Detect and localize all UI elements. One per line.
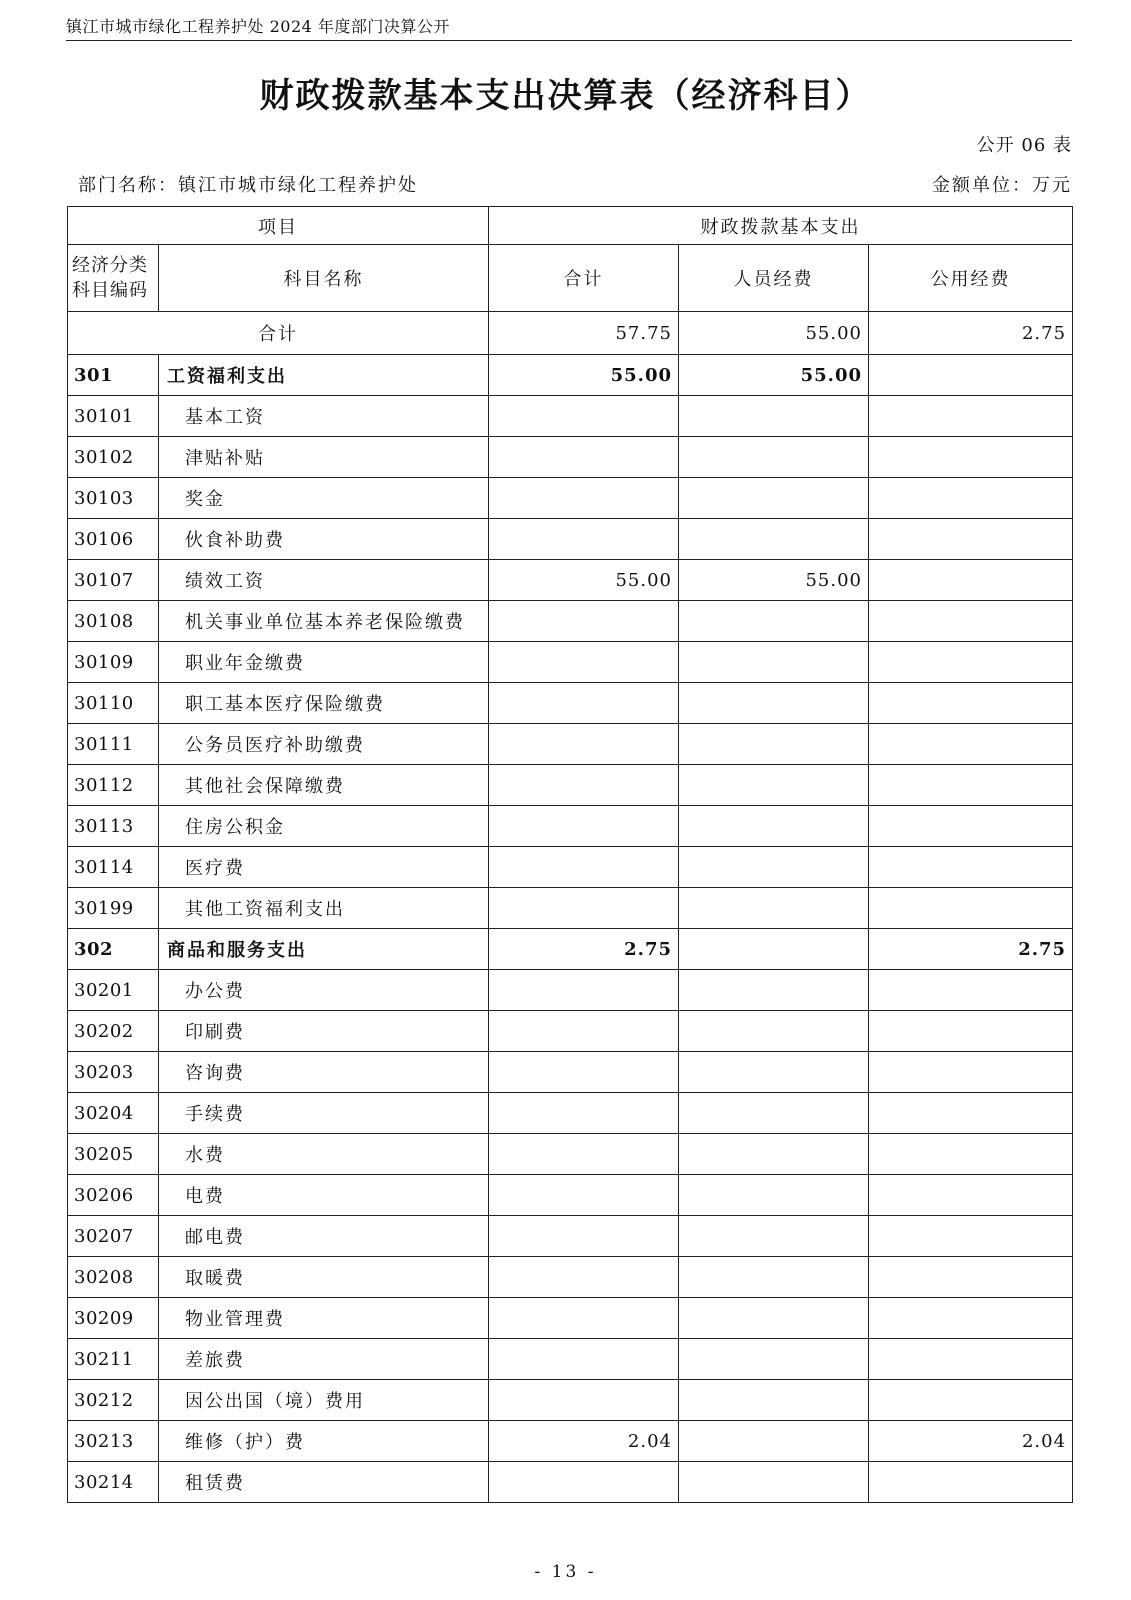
cell-personnel bbox=[679, 1462, 869, 1503]
table-row bbox=[68, 970, 1073, 1011]
cell-code: 30108 bbox=[68, 601, 159, 642]
cell-name: 租赁费 bbox=[159, 1462, 489, 1503]
total-label: 合计 bbox=[68, 312, 489, 355]
table-header-row bbox=[68, 207, 1073, 245]
cell-public bbox=[869, 1216, 1073, 1257]
cell-personnel bbox=[679, 1134, 869, 1175]
cell-personnel bbox=[679, 478, 869, 519]
table-row bbox=[68, 396, 1073, 437]
page-number: - 13 - bbox=[534, 1562, 597, 1582]
table-row bbox=[68, 1380, 1073, 1421]
cell-name: 职业年金缴费 bbox=[159, 642, 489, 683]
cell-personnel bbox=[679, 929, 869, 970]
cell-personnel bbox=[679, 724, 869, 765]
form-number: 公开 06 表 bbox=[976, 135, 1072, 156]
amount-unit: 金额单位：万元 bbox=[932, 175, 1072, 196]
cell-public bbox=[869, 1011, 1073, 1052]
cell-public bbox=[869, 601, 1073, 642]
cell-code: 30201 bbox=[68, 970, 159, 1011]
cell-public: 2.04 bbox=[869, 1421, 1073, 1462]
cell-personnel bbox=[679, 888, 869, 929]
table-row bbox=[68, 806, 1073, 847]
cell-name: 津贴补贴 bbox=[159, 437, 489, 478]
cell-total bbox=[489, 724, 679, 765]
cell-total bbox=[489, 1175, 679, 1216]
cell-code: 301 bbox=[68, 355, 159, 396]
running-header: 镇江市城市绿化工程养护处 2024 年度部门决算公开 bbox=[66, 17, 450, 36]
cell-public bbox=[869, 765, 1073, 806]
cell-personnel bbox=[679, 1052, 869, 1093]
table-row bbox=[68, 724, 1073, 765]
header-personnel: 人员经费 bbox=[679, 245, 869, 312]
cell-public bbox=[869, 1052, 1073, 1093]
table-subheader-row bbox=[68, 245, 1073, 312]
table-row bbox=[68, 1052, 1073, 1093]
cell-personnel: 55.00 bbox=[679, 355, 869, 396]
cell-name: 因公出国（境）费用 bbox=[159, 1380, 489, 1421]
cell-personnel bbox=[679, 1093, 869, 1134]
cell-total: 55.00 bbox=[489, 560, 679, 601]
cell-public bbox=[869, 1134, 1073, 1175]
cell-code: 30101 bbox=[68, 396, 159, 437]
cell-name: 取暖费 bbox=[159, 1257, 489, 1298]
cell-name: 水费 bbox=[159, 1134, 489, 1175]
cell-public bbox=[869, 847, 1073, 888]
cell-name: 差旅费 bbox=[159, 1339, 489, 1380]
table-row bbox=[68, 1421, 1073, 1462]
department-name: 部门名称：镇江市城市绿化工程养护处 bbox=[78, 175, 418, 196]
cell-code: 30207 bbox=[68, 1216, 159, 1257]
cell-total bbox=[489, 1134, 679, 1175]
cell-name: 邮电费 bbox=[159, 1216, 489, 1257]
cell-code: 30206 bbox=[68, 1175, 159, 1216]
cell-code: 30112 bbox=[68, 765, 159, 806]
cell-code: 30109 bbox=[68, 642, 159, 683]
header-group: 财政拨款基本支出 bbox=[489, 207, 1073, 245]
cell-public bbox=[869, 1298, 1073, 1339]
cell-total bbox=[489, 847, 679, 888]
cell-total bbox=[489, 437, 679, 478]
cell-public bbox=[869, 437, 1073, 478]
cell-personnel bbox=[679, 519, 869, 560]
cell-personnel bbox=[679, 1257, 869, 1298]
cell-name: 维修（护）费 bbox=[159, 1421, 489, 1462]
cell-total: 2.75 bbox=[489, 929, 679, 970]
cell-name: 物业管理费 bbox=[159, 1298, 489, 1339]
cell-total bbox=[489, 765, 679, 806]
total-personnel: 55.00 bbox=[679, 312, 869, 355]
table-row bbox=[68, 929, 1073, 970]
table-row bbox=[68, 1257, 1073, 1298]
cell-total bbox=[489, 1339, 679, 1380]
table-row bbox=[68, 437, 1073, 478]
cell-total bbox=[489, 642, 679, 683]
cell-name: 办公费 bbox=[159, 970, 489, 1011]
cell-code: 30114 bbox=[68, 847, 159, 888]
cell-public bbox=[869, 355, 1073, 396]
table-row bbox=[68, 519, 1073, 560]
table-row bbox=[68, 642, 1073, 683]
cell-public bbox=[869, 1380, 1073, 1421]
cell-public bbox=[869, 806, 1073, 847]
cell-total bbox=[489, 478, 679, 519]
cell-total bbox=[489, 1093, 679, 1134]
table-row bbox=[68, 1011, 1073, 1052]
cell-public bbox=[869, 888, 1073, 929]
cell-code: 30113 bbox=[68, 806, 159, 847]
cell-total bbox=[489, 1380, 679, 1421]
cell-public bbox=[869, 724, 1073, 765]
cell-personnel bbox=[679, 1339, 869, 1380]
cell-personnel bbox=[679, 437, 869, 478]
table-row bbox=[68, 1298, 1073, 1339]
cell-name: 印刷费 bbox=[159, 1011, 489, 1052]
cell-public bbox=[869, 478, 1073, 519]
cell-name: 机关事业单位基本养老保险缴费 bbox=[159, 601, 489, 642]
cell-code: 30209 bbox=[68, 1298, 159, 1339]
cell-personnel bbox=[679, 1011, 869, 1052]
cell-name: 其他社会保障缴费 bbox=[159, 765, 489, 806]
cell-public bbox=[869, 396, 1073, 437]
table-row bbox=[68, 847, 1073, 888]
cell-personnel bbox=[679, 1175, 869, 1216]
cell-personnel bbox=[679, 642, 869, 683]
cell-total bbox=[489, 970, 679, 1011]
header-public: 公用经费 bbox=[869, 245, 1073, 312]
cell-personnel bbox=[679, 970, 869, 1011]
cell-total bbox=[489, 888, 679, 929]
cell-total bbox=[489, 1052, 679, 1093]
cell-personnel bbox=[679, 601, 869, 642]
cell-name: 奖金 bbox=[159, 478, 489, 519]
cell-name: 公务员医疗补助缴费 bbox=[159, 724, 489, 765]
cell-name: 电费 bbox=[159, 1175, 489, 1216]
cell-name: 住房公积金 bbox=[159, 806, 489, 847]
cell-public bbox=[869, 1093, 1073, 1134]
cell-name: 绩效工资 bbox=[159, 560, 489, 601]
cell-name: 商品和服务支出 bbox=[159, 929, 489, 970]
cell-public bbox=[869, 560, 1073, 601]
table-row bbox=[68, 888, 1073, 929]
table-row bbox=[68, 765, 1073, 806]
cell-name: 伙食补助费 bbox=[159, 519, 489, 560]
cell-personnel bbox=[679, 806, 869, 847]
table-row bbox=[68, 355, 1073, 396]
cell-code: 30208 bbox=[68, 1257, 159, 1298]
cell-public bbox=[869, 970, 1073, 1011]
page-title: 财政拨款基本支出决算表（经济科目） bbox=[259, 76, 872, 116]
table-row bbox=[68, 601, 1073, 642]
cell-total bbox=[489, 806, 679, 847]
cell-total bbox=[489, 396, 679, 437]
cell-code: 30212 bbox=[68, 1380, 159, 1421]
header-divider bbox=[66, 40, 1072, 41]
cell-personnel bbox=[679, 765, 869, 806]
cell-code: 30102 bbox=[68, 437, 159, 478]
cell-public bbox=[869, 1175, 1073, 1216]
cell-code: 302 bbox=[68, 929, 159, 970]
header-total: 合计 bbox=[489, 245, 679, 312]
header-code: 经济分类科目编码 bbox=[68, 245, 159, 312]
budget-table bbox=[67, 206, 1073, 1503]
cell-personnel bbox=[679, 1421, 869, 1462]
cell-personnel bbox=[679, 847, 869, 888]
cell-public bbox=[869, 642, 1073, 683]
cell-code: 30111 bbox=[68, 724, 159, 765]
cell-personnel bbox=[679, 1380, 869, 1421]
cell-code: 30103 bbox=[68, 478, 159, 519]
cell-code: 30106 bbox=[68, 519, 159, 560]
cell-public bbox=[869, 1339, 1073, 1380]
cell-total bbox=[489, 1011, 679, 1052]
cell-public bbox=[869, 683, 1073, 724]
cell-total bbox=[489, 1462, 679, 1503]
cell-total bbox=[489, 1216, 679, 1257]
total-amount: 57.75 bbox=[489, 312, 679, 355]
cell-name: 职工基本医疗保险缴费 bbox=[159, 683, 489, 724]
total-public: 2.75 bbox=[869, 312, 1073, 355]
cell-total bbox=[489, 1257, 679, 1298]
total-row bbox=[68, 312, 1073, 355]
cell-code: 30211 bbox=[68, 1339, 159, 1380]
cell-code: 30213 bbox=[68, 1421, 159, 1462]
cell-total bbox=[489, 519, 679, 560]
table-row bbox=[68, 1093, 1073, 1134]
cell-public: 2.75 bbox=[869, 929, 1073, 970]
cell-code: 30107 bbox=[68, 560, 159, 601]
cell-total: 55.00 bbox=[489, 355, 679, 396]
cell-total bbox=[489, 1298, 679, 1339]
table-row bbox=[68, 1134, 1073, 1175]
cell-total bbox=[489, 601, 679, 642]
cell-public bbox=[869, 1462, 1073, 1503]
cell-code: 30214 bbox=[68, 1462, 159, 1503]
cell-total: 2.04 bbox=[489, 1421, 679, 1462]
table-row bbox=[68, 1339, 1073, 1380]
cell-name: 其他工资福利支出 bbox=[159, 888, 489, 929]
cell-personnel bbox=[679, 1298, 869, 1339]
table-row bbox=[68, 478, 1073, 519]
cell-name: 咨询费 bbox=[159, 1052, 489, 1093]
cell-code: 30204 bbox=[68, 1093, 159, 1134]
cell-name: 医疗费 bbox=[159, 847, 489, 888]
table-row bbox=[68, 1175, 1073, 1216]
cell-code: 30110 bbox=[68, 683, 159, 724]
cell-code: 30203 bbox=[68, 1052, 159, 1093]
cell-public bbox=[869, 519, 1073, 560]
header-name: 科目名称 bbox=[159, 245, 489, 312]
table-row bbox=[68, 1462, 1073, 1503]
table-row bbox=[68, 560, 1073, 601]
cell-code: 30205 bbox=[68, 1134, 159, 1175]
header-item: 项目 bbox=[68, 207, 489, 245]
cell-personnel bbox=[679, 1216, 869, 1257]
cell-public bbox=[869, 1257, 1073, 1298]
table-row bbox=[68, 683, 1073, 724]
cell-personnel bbox=[679, 396, 869, 437]
cell-name: 工资福利支出 bbox=[159, 355, 489, 396]
cell-code: 30202 bbox=[68, 1011, 159, 1052]
cell-name: 手续费 bbox=[159, 1093, 489, 1134]
cell-personnel: 55.00 bbox=[679, 560, 869, 601]
cell-code: 30199 bbox=[68, 888, 159, 929]
table-row bbox=[68, 1216, 1073, 1257]
cell-total bbox=[489, 683, 679, 724]
cell-personnel bbox=[679, 683, 869, 724]
cell-name: 基本工资 bbox=[159, 396, 489, 437]
